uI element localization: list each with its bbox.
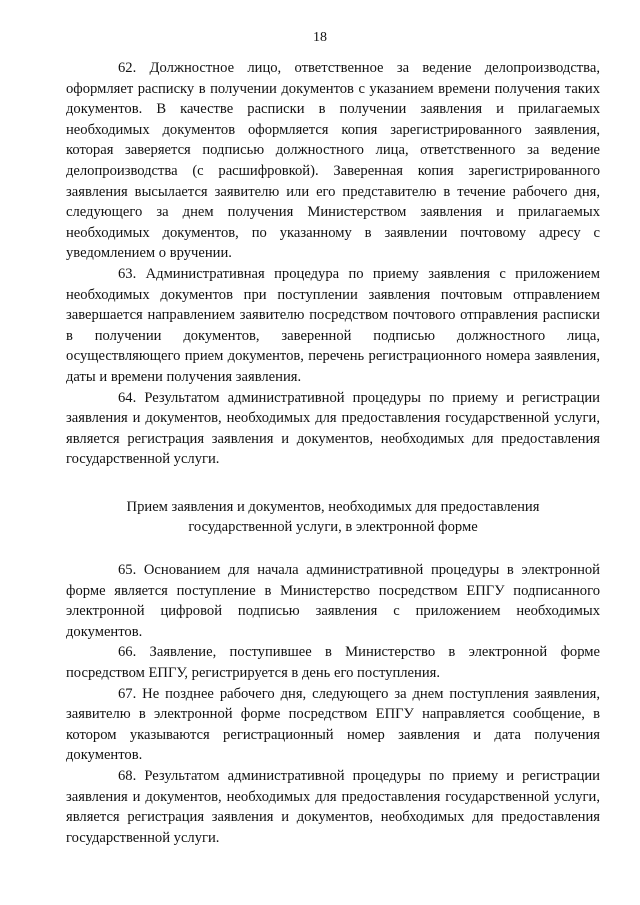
document-body: [66, 58, 600, 848]
paragraph-63: 63. Административная процедура по приему заявления с приложением необходимых документов при поступлении заявления почтовым отправлением завершается направлением заявителю посредством почтового отправления расписки в получении документов, заверенной подписью должностного лица, осуществляющего прием документов, перечень регистрационного номера заявления, даты и времени получения заявления.: [66, 265, 600, 385]
paragraph-67: 67. Не позднее рабочего дня, следующего за днем поступления заявления, заявителю в электронной форме посредством ЕПГУ направляется сообщение, в котором указываются регистрационный номер заявления и дата получения документов.: [66, 685, 600, 764]
section-heading: Прием заявления и документов, необходимых для предоставления государственной услуги, в электронной форме: [126, 498, 540, 536]
paragraph-65: 65. Основанием для начала административной процедуры в электронной форме является поступление в Министерство посредством ЕПГУ подписанного электронной цифровой подписью заявления с приложением необходимых документов.: [66, 562, 600, 640]
paragraph-66: 66. Заявление, поступившее в Министерство в электронной форме посредством ЕПГУ, регистрируется в день его поступления.: [66, 644, 600, 682]
paragraph-64: 64. Результатом административной процедуры по приему и регистрации заявления и документов, необходимых для предоставления государственной услуги, является регистрация заявления и документов, необходимых для предоставления государственной услуги.: [66, 389, 600, 468]
paragraph-62: 62. Должностное лицо, ответственное за ведение делопроизводства, оформляет расписку в получении документов с указанием времени получения таких документов. В качестве расписки в получении заявления и прилагаемых необходимых документов оформляется копия зарегистрированного заявления, которая заверяется подписью должностного лица, ответственного за ведение делопроизводства (с расшифровкой). Заверенная копия зарегистрированного заявления высылается заявителю или его представителю в течение рабочего дня, следующего за днем получения Министерством заявления и прилагаемых необходимых документов, по указанному в заявлении почтовому адресу с уведомлением о вручении.: [66, 60, 600, 262]
paragraph-68: 68. Результатом административной процедуры по приему и регистрации заявления и документов, необходимых для предоставления государственной услуги, является регистрация заявления и документов, необходимых для предоставления государственной услуги.: [66, 768, 600, 846]
page-number: 18: [313, 30, 327, 45]
